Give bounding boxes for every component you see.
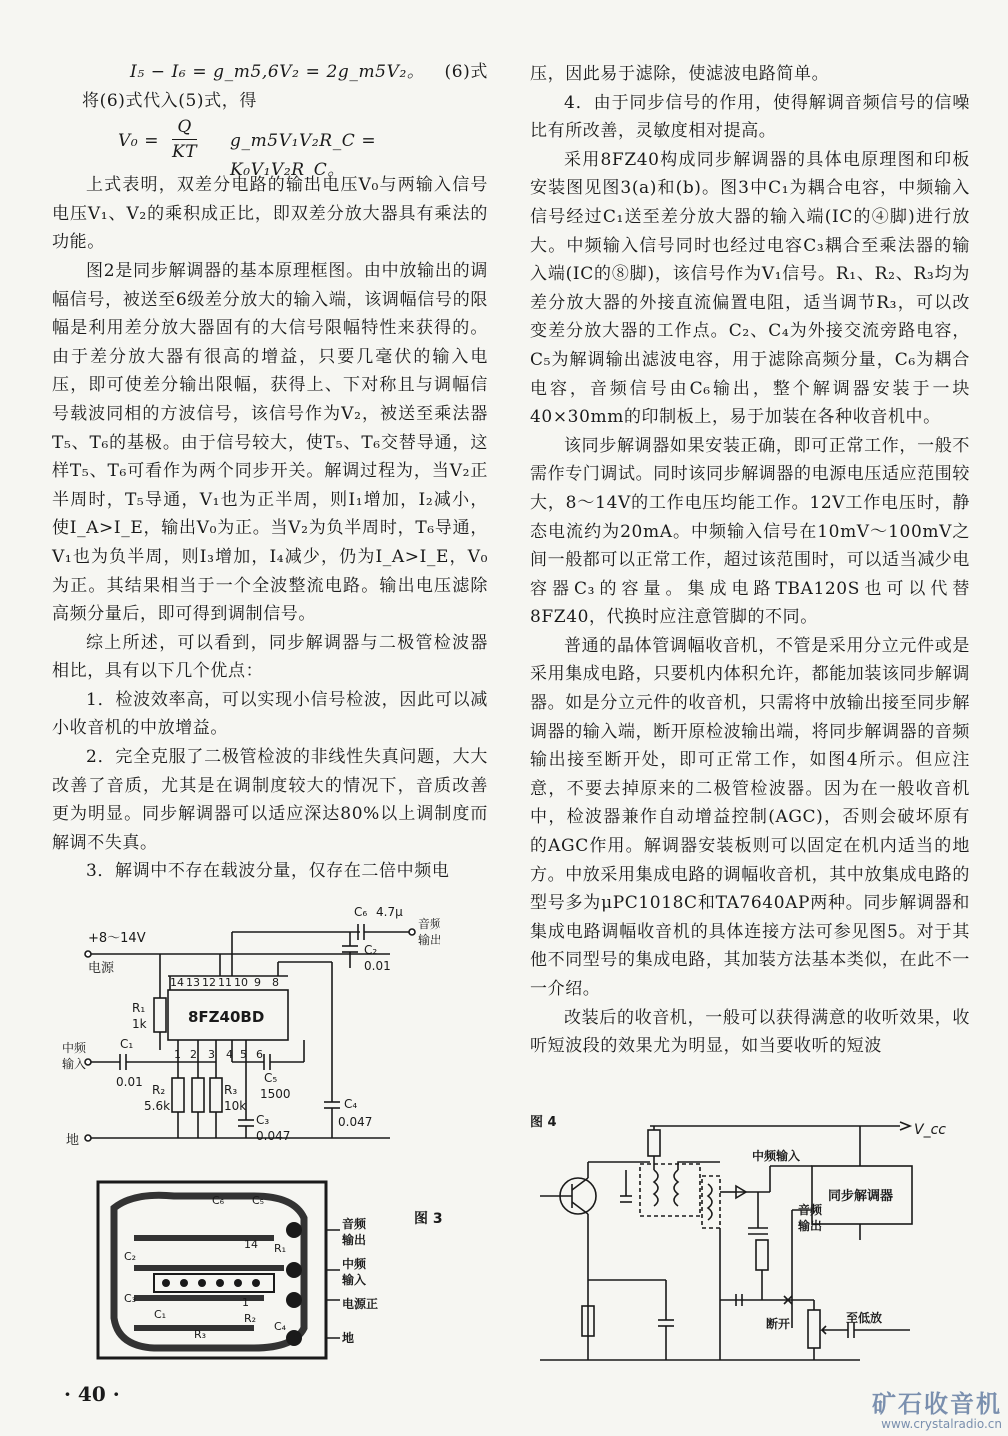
- c5-value: 1500: [260, 1087, 291, 1101]
- c3-label: C₃: [256, 1113, 270, 1127]
- paragraph: 2．完全克服了二极管检波的非线性失真问题，大大改善了音质，尤其是在调制度较大的情况下，音质改善更为明显。同步解调器可以适应深达80%以上调制度而解调不失真。: [52, 747, 488, 853]
- pcb-c5: C₅: [252, 1194, 265, 1207]
- pcb-label: 电源正: [342, 1297, 379, 1311]
- r1-label: R₁: [132, 1001, 146, 1015]
- paragraph: 图2是同步解调器的基本原理框图。由中放输出的调幅信号，被送至6级差分放大的输入端，该调幅信号的限幅是利用差分放大器固有的大信号限幅特性来获得的。由于差分放大器有很高的增益，只要几毫伏的输入电压，即可使差分输出限幅，获得上、下对称且与调幅信号载波同相的方波信号，该信号作为V₂，被送至乘法器T₅、T₆的基极。由于信号较大，使T₅、T₆交替导通，这样T₅、T₆可看作为两个同步开关。解调过程为，当V₂正半周时，T₅导通，V₁也为正半周，则I₁增加，I₂减小，使I_A>I_E，输出V₀为正。当V₂为负半周时，T₆导通，V₁也为负半周，则I₃增加，I₄减少，仍为I_A>I_E，V₀为正。其结果相当于一个全波整流电路。输出电压滤除高频分量后，即可得到调制信号。: [52, 260, 488, 625]
- c4-value: 0.047: [338, 1115, 373, 1129]
- pin-label: 11: [218, 976, 232, 989]
- pin-label: 8: [272, 976, 279, 989]
- paragraph: 压，因此易于滤除，使滤波电路简单。: [530, 64, 830, 84]
- pin-label: 13: [186, 976, 200, 989]
- audio-out-label: 音频: [418, 917, 440, 931]
- paragraph: 1．检波效率高，可以实现小信号检波，因此可以减小收音机的中放增益。: [52, 689, 488, 739]
- audio-out-label: 输出: [418, 933, 440, 947]
- eq-fraction: [172, 115, 197, 164]
- c4-label: C₄: [344, 1097, 358, 1111]
- c6-value: 4.7μ: [376, 905, 403, 919]
- figure-4-caption: 图 4: [530, 1115, 557, 1130]
- paragraph: 3．解调中不存在载波分量，仅存在二倍中频电: [86, 861, 450, 882]
- pin-label: 3: [208, 1048, 215, 1061]
- c3-value: 0.047: [256, 1129, 291, 1143]
- r3-value: 10k: [224, 1099, 247, 1113]
- page-number: · 40 ·: [64, 1382, 120, 1406]
- ic-label: 8FZ40BD: [188, 1008, 265, 1026]
- eq-denominator: KT: [172, 142, 198, 163]
- paragraph: 4．由于同步信号的作用，使得解调音频信号的信噪比有所改善，灵敏度相对提高。: [530, 92, 970, 142]
- eq-numerator: Q: [172, 115, 197, 140]
- pcb-label: 音频: [342, 1217, 367, 1231]
- break-label: 断开: [766, 1317, 791, 1331]
- left-column: [52, 58, 488, 886]
- watermark-url: www.crystalradio.cn: [881, 1417, 1002, 1431]
- c5-label: C₅: [264, 1071, 278, 1085]
- c6-label: C₆: [354, 905, 368, 919]
- pcb-r1: R₁: [274, 1242, 287, 1255]
- power-label: +8～14V: [88, 931, 146, 946]
- paragraph: 上式表明，双差分电路的输出电压V₀与两输入信号电压V₁、V₂的乘积成正比，即双差分放大器具有乘法的功能。: [52, 175, 488, 253]
- c2-value: 0.01: [364, 959, 391, 973]
- paragraph: 改装后的收音机，一般可以获得满意的收听效果，收听短波段的效果尤为明显，如当要收听的短波: [530, 1007, 970, 1057]
- eq-rhs: g_m5V₁V₂R_C = K₀V₁V₂R_C。: [230, 131, 377, 180]
- if-in-label: 中频: [62, 1041, 87, 1055]
- pin-label: 12: [202, 976, 216, 989]
- right-column: [530, 60, 970, 1061]
- pin-label: 9: [254, 976, 261, 989]
- pin-label: 1: [174, 1048, 181, 1061]
- pcb-pin1: 1: [242, 1296, 249, 1309]
- watermark: [872, 1384, 1002, 1431]
- paragraph: 普通的晶体管调幅收音机，不管是采用分立元件或是采用集成电路，只要机内体积允许，都能加装该同步解调器。如是分立元件的收音机，只需将中放输出接至同步解调器的输入端，断开原检波输出端，将同步解调器的音频输出接至断开处，即可正常工作，如图4所示。但应注意，不要去掉原来的二极管检波器。因为在一般收音机中，检波器兼作自动增益控制(AGC)，否则会破坏原有的AGC作用。解调器安装板则可以固定在机内适当的地方。中放采用集成电路的调幅收音机，其中放集成电路的型号多为μPC1018C和TA7640AP两种。同步解调器和集成电路调幅收音机的具体连接方法可参见图5。对于其他不同型号的集成电路，其加装方法基本类似，在此不一一介绍。: [530, 635, 970, 999]
- c2-label: C₂: [364, 943, 378, 957]
- paragraph: 该同步解调器如果安装正确，即可正常工作，一般不需作专门调试。同时该同步解调器的电源电压适应范围较大，8～14V的工作电压均能工作。12V工作电压时，静态电流约为20mA。中频输入信号在10mV～100mV之间一般都可以正常工作，超过该范围时，可以适当减少电容器C₃的容量。集成电路TBA120S也可以代替8FZ40，代换时应注意管脚的不同。: [530, 435, 970, 628]
- if-in-label: 中频输入: [752, 1149, 801, 1163]
- r2-label: R₂: [152, 1083, 166, 1097]
- paragraph: 综上所述，可以看到，同步解调器与二极管检波器相比，具有以下几个优点：: [52, 632, 488, 682]
- power-caption: 电源: [88, 961, 115, 976]
- vcc-label: V_cc: [914, 1122, 946, 1138]
- pcb-label: 输出: [342, 1233, 367, 1247]
- pin-label: 5: [240, 1048, 247, 1061]
- figure-3a-schematic: [60, 902, 440, 1158]
- equation-6-number: (6)式: [444, 62, 488, 82]
- equation-6: [52, 58, 488, 87]
- audio-out-label: 音频: [798, 1203, 823, 1217]
- equation-6-text: I₅ − I₆ = g_m5,6V₂ = 2g_m5V₂。: [130, 62, 425, 82]
- pcb-label: 地: [342, 1331, 355, 1345]
- pcb-c6: C₆: [212, 1194, 225, 1207]
- pin-label: 10: [234, 976, 248, 989]
- pin-label: 4: [226, 1048, 233, 1061]
- pcb-r3: R₃: [194, 1328, 207, 1341]
- pcb-label: 中频: [342, 1257, 367, 1271]
- c1-label: C₁: [120, 1037, 134, 1051]
- pin-label: 14: [170, 976, 184, 989]
- ground-label: 地: [66, 1133, 80, 1148]
- figure-3-caption: 图 3: [414, 1211, 443, 1227]
- paragraph: 采用8FZ40构成同步解调器的具体电原理图和印板安装图见图3(a)和(b)。图3中C₁为耦合电容，中频输入信号经过C₁送至差分放大器的输入端(IC的④脚)进行放大。中频输入信号同时也经过电容C₃耦合至乘法器的输入端(IC的⑧脚)，该信号作为V₁信号。R₁、R₂、R₃均为差分放大器的外接直流偏置电阻，适当调节R₃，可以改变差分放大器的工作点。C₂、C₄为外接交流旁路电容，C₅为解调输出滤波电容，用于滤除高频分量，C₆为耦合电容，音频信号由C₆输出，整个解调器安装于一块40×30mm的印制板上，易于加装在各种收音机中。: [530, 149, 970, 428]
- pcb-label: 输入: [342, 1273, 367, 1287]
- r3-label: R₃: [224, 1083, 238, 1097]
- r2-value: 5.6k: [144, 1099, 171, 1113]
- pcb-c3: C₃: [124, 1292, 137, 1305]
- figure-3b-pcb: [94, 1178, 394, 1372]
- equation-result: [52, 115, 488, 180]
- figure-4: [530, 1110, 980, 1376]
- eq-lhs: V₀ =: [118, 131, 160, 152]
- substitution-line: 将(6)式代入(5)式，得: [82, 90, 257, 111]
- pcb-c4: C₄: [274, 1320, 287, 1333]
- pcb-c1: C₁: [154, 1308, 167, 1321]
- audio-out-label: 输出: [798, 1219, 823, 1233]
- pin-label: 6: [256, 1048, 263, 1061]
- pcb-pin14: 14: [244, 1238, 258, 1251]
- pin-label: 2: [190, 1048, 197, 1061]
- r1-value: 1k: [132, 1017, 147, 1031]
- watermark-cn: 矿石收音机: [872, 1390, 1002, 1418]
- to-amp-label: 至低放: [846, 1311, 883, 1325]
- c1-value: 0.01: [116, 1075, 143, 1089]
- pcb-c2: C₂: [124, 1250, 137, 1263]
- if-in-label: 输入: [62, 1057, 87, 1071]
- pcb-r2: R₂: [244, 1312, 257, 1325]
- demod-block-label: 同步解调器: [828, 1189, 894, 1204]
